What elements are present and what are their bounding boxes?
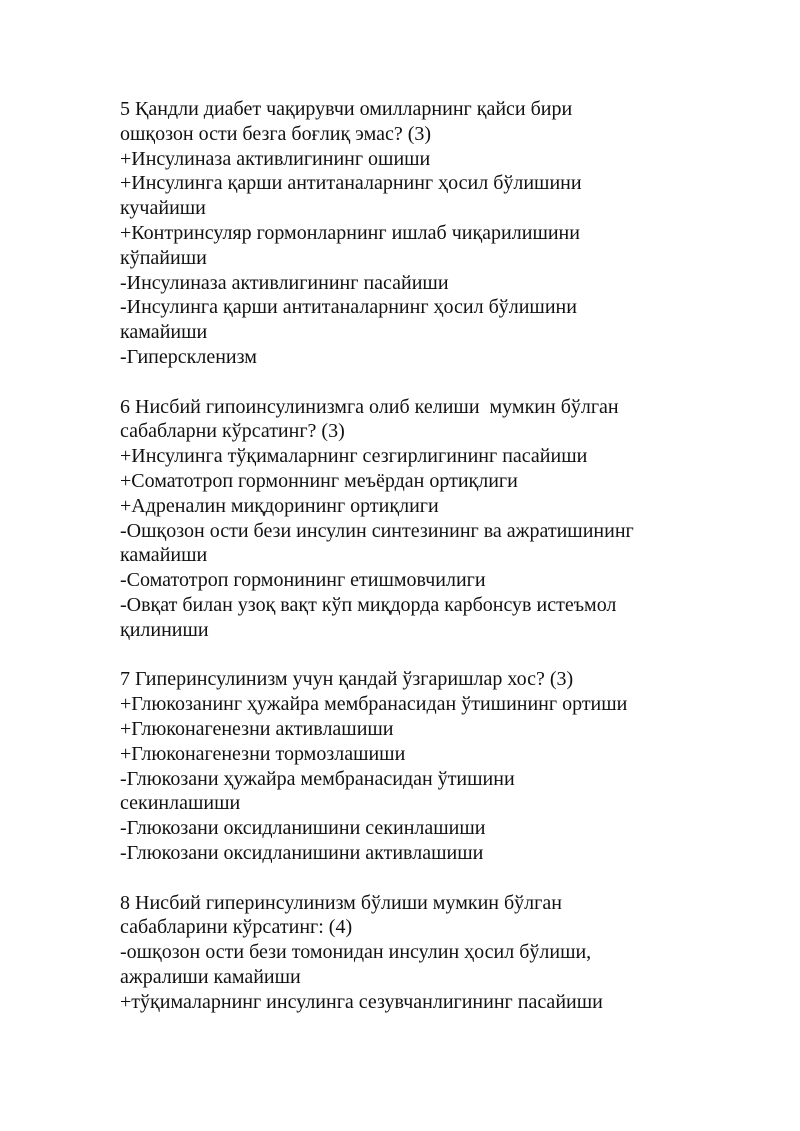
answer-option: -Овқат билан узоқ вақт кўп миқдорда карбонсув истеъмол xyxy=(120,593,617,616)
answer-option-continuation: камайиши xyxy=(120,544,208,567)
answer-option-continuation: ажралиши камайиши xyxy=(120,965,301,988)
answer-option: +Соматотроп гормоннинг меъёрдан ортиқлиги xyxy=(120,469,518,492)
question-5 xyxy=(120,97,700,370)
question-5-title-line-2: ошқозон ости безга боғлиқ эмас? (3) xyxy=(120,122,432,145)
answer-option-continuation: қилиниши xyxy=(120,618,209,641)
document-page xyxy=(120,97,700,1039)
answer-option: -ошқозон ости бези томонидан инсулин ҳосил бўлиши, xyxy=(120,941,592,964)
question-6 xyxy=(120,395,700,643)
answer-option: +Контринсуляр гормонларнинг ишлаб чиқарилишини xyxy=(120,221,580,244)
answer-option: -Ошқозон ости бези инсулин синтезининг ва ажратишининг xyxy=(120,519,634,542)
answer-option: +Глюкозанинг ҳужайра мембранасидан ўтишининг ортиши xyxy=(120,693,628,716)
answer-option-continuation: кучайиши xyxy=(120,197,206,220)
answer-option-continuation: секинлашиши xyxy=(120,792,241,815)
question-8-title-line-1: 8 Нисбий гиперинсулинизм бўлиши мумкин бўлган xyxy=(120,891,562,914)
question-8-title-line-2: сабабларини кўрсатинг: (4) xyxy=(120,916,353,939)
answer-option-continuation: кўпайиши xyxy=(120,246,207,269)
answer-option: -Соматотроп гормонининг етишмовчилиги xyxy=(120,569,486,592)
answer-option: +Инсулиназа активлигининг ошиши xyxy=(120,147,431,170)
answer-option: +Инсулинга қарши антитаналарнинг ҳосил бўлишини xyxy=(120,172,582,195)
question-6-title-line-1: 6 Нисбий гипоинсулинизмга олиб келиши мумкин бўлган xyxy=(120,395,619,418)
question-8 xyxy=(120,891,700,1015)
answer-option: -Глюкозани оксидланишини активлашиши xyxy=(120,841,484,864)
answer-option: +Глюконагенезни тормозлашиши xyxy=(120,742,406,765)
answer-option: +Инсулинга тўқималарнинг сезгирлигининг пасайиши xyxy=(120,445,588,468)
answer-option: -Инсулиназа активлигининг пасайиши xyxy=(120,271,449,294)
answer-option: +Адреналин миқдорининг ортиқлиги xyxy=(120,494,439,517)
answer-option: +Глюконагенезни активлашиши xyxy=(120,717,394,740)
answer-option-continuation: камайиши xyxy=(120,321,208,344)
question-7 xyxy=(120,667,700,865)
answer-option: -Инсулинга қарши антитаналарнинг ҳосил бўлишини xyxy=(120,296,577,319)
answer-option: -Гиперскленизм xyxy=(120,345,257,368)
question-6-title-line-2: сабабларни кўрсатинг? (3) xyxy=(120,420,345,443)
answer-option: +тўқималарнинг инсулинга сезувчанлигининг пасайиши xyxy=(120,990,603,1013)
question-7-title-line-1: 7 Гиперинсулинизм учун қандай ўзгаришлар хос? (3) xyxy=(120,668,574,691)
answer-option: -Глюкозани ҳужайра мембранасидан ўтишини xyxy=(120,767,515,790)
answer-option: -Глюкозани оксидланишини секинлашиши xyxy=(120,817,486,840)
question-5-title-line-1: 5 Қандли диабет чақирувчи омилларнинг қайси бири xyxy=(120,98,573,120)
